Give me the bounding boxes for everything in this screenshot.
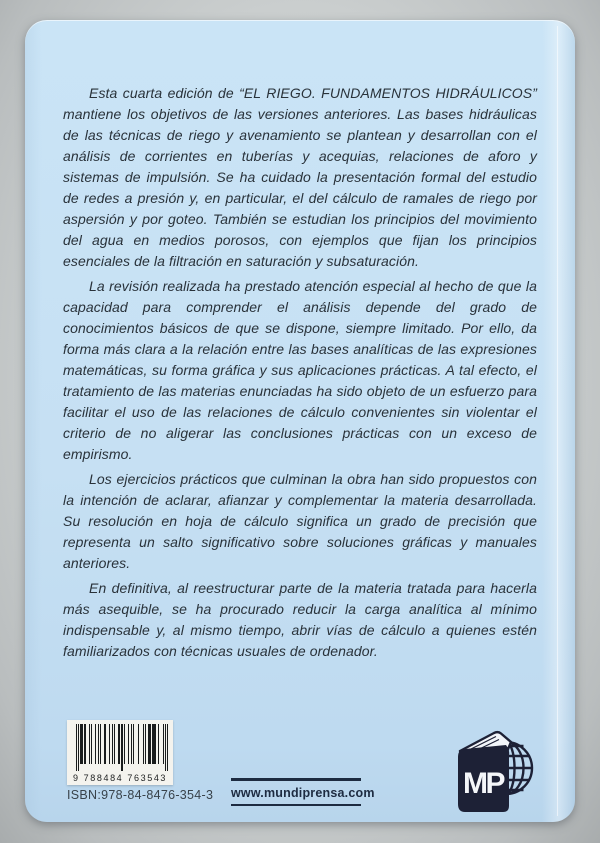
publisher-logo <box>449 724 537 816</box>
barcode <box>67 720 173 785</box>
website-url: www.mundiprensa.com <box>231 786 375 800</box>
synopsis-paragraph-4: En definitiva, al reestructurar parte de la materia tratada para hacerla más asequible, se ha procurado reducir la carga analítica al mínimo indispensable y, al mismo tiempo, abrir vías de cálculo a quienes estén familiarizados con técnicas usuales de ordenador. <box>63 580 537 659</box>
synopsis-paragraph-3: Los ejercicios prácticos que culminan la obra han sido propuestos con la intención de aclarar, afianzar y complementar la materia desarrollada. Su resolución en hoja de cálculo significa un grado de precisión que representa un salto significativo sobre soluciones gráficas y manuales anteriores. <box>63 471 537 571</box>
synopsis-paragraph-1: Esta cuarta edición de “EL RIEGO. FUNDAMENTOS HIDRÁULICOS” mantiene los objetivos de las versiones anteriores. Las bases hidráulicas de las técnicas de riego y avenamiento se plantean y desarrollan con el análisis de corrientes en tuberías y acequias, relaciones de aforo y sistemas de impulsión. Se ha cuidado la presentación formal del estudio de redes a presión y, en particular, el del cálculo de ramales de riego por aspersión y por goteo. También se estudian los principios del movimiento del agua en medios porosos, con ejemplos que fijan los principios esenciales de la filtración en saturación y subsaturación. <box>63 85 537 269</box>
isbn-text: ISBN:978-84-8476-354-3 <box>67 788 214 802</box>
publisher-logo-letters: MP <box>463 767 503 800</box>
synopsis-paragraph-2: La revisión realizada ha prestado atención especial al hecho de que la capacidad para comprender el análisis depende del grado de conocimientos básicos de que se dispone, siempre limitado. Por ello, da forma más clara a la relación entre las bases analíticas de las expresiones matemáticas, su forma gráfica y sus aplicaciones prácticas. A tal efecto, el tratamiento de las materias enunciadas ha sido objeto de un esfuerzo para facilitar el uso de las relaciones de cálculo convenientes sin violentar el criterio de no aligerar las conclusiones prácticas con un exceso de empirismo. <box>63 278 537 462</box>
synopsis-text-block <box>63 83 537 666</box>
website-box <box>231 778 375 806</box>
barcode-bars <box>76 724 168 771</box>
book-icon <box>458 745 509 812</box>
book-back-cover <box>25 20 575 822</box>
barcode-digits: 9 788484 763543 <box>72 773 168 783</box>
